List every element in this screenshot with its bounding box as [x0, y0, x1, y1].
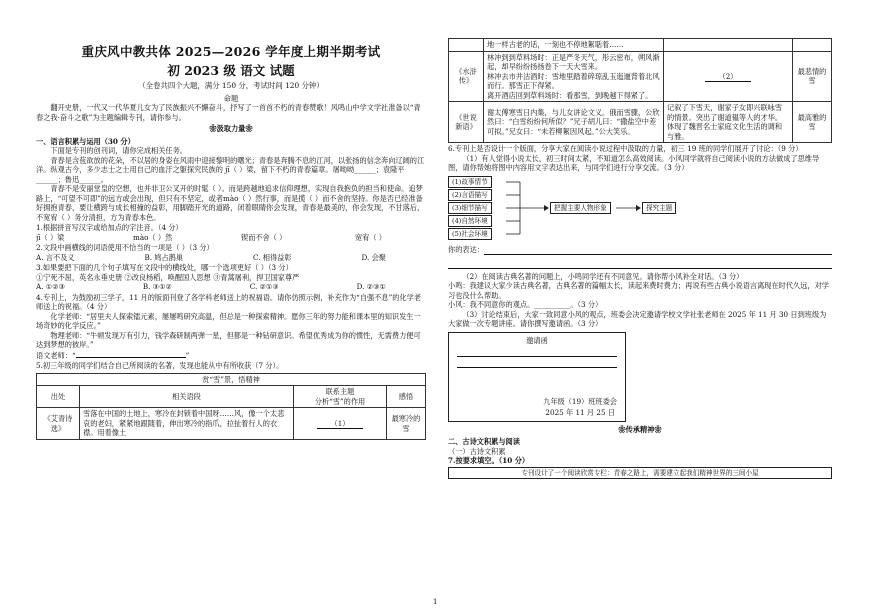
question-7: 7.按要求填空。（10 分）: [448, 456, 530, 465]
q6-sub-1: （1）有人觉得小说太长，初三时间太紧，不知道怎么高效阅读。小风同学就将自己阅读小说的方法做成了思维导图，请你帮她将图中内容用文字表达出来，与同学们进行分享交流。（3 分）: [448, 153, 820, 172]
invitation-sign: 九年级（19）班班委会: [543, 397, 617, 406]
q1-item: 锲而不舍（ ）: [240, 232, 287, 242]
express-blank[interactable]: [484, 245, 832, 255]
mind-map-connectors: [448, 175, 832, 245]
table-cell-source: [449, 39, 484, 52]
question-3: 3.如果要把下面的几个句子填写在文段中的横线处，哪一个选项更好（ ）（3 分）: [36, 263, 293, 273]
question-2: 2.文段中画横线的词语使用不恰当的一项是（ ）（3 分）: [36, 243, 214, 253]
table-cell-answer: 记叙了下雪天，谢家子女即兴联咏雪的情景。突出了谢道韫等人的才华。体现了魏晋名士家庭文化生活的调和与雅。: [664, 102, 793, 143]
part2-heading: 二、古诗文积累与阅读: [448, 437, 520, 446]
part1-heading: 一、语言积累与运用（30 分）: [36, 136, 135, 146]
option: C. ②①③: [249, 282, 279, 292]
mindmap-center: 把握主要人物形象: [550, 202, 611, 215]
dialog-line: 小鸣：我建议大家少读古典名著，古典名著的篇幅太长，读起来费时费力；再说有些古典小说语言离现在时代久远，对学习也没什么帮助。: [448, 281, 829, 300]
q3-options: [36, 282, 426, 292]
q4-example-2: 物理老师：“牛顿发现万有引力，钱学森研制两弹一星，但都是一种钻研意识。希望优秀成为你的惯性，无需费力便可达到梦想的彼岸。”: [36, 330, 421, 350]
table-cell-insight: 最寒冷的雪: [387, 408, 426, 440]
table-cell-text: 谢太傅寒雪日内集，与儿女讲论文义。俄而雪骤，公欣然曰：“白雪纷纷何所似？”兄子胡儿曰：“撒盐空中差可拟。”兄女曰：“未若柳絮因风起。”公大笑乐。: [484, 102, 664, 143]
question-5: 5.初三年级的同学们结合自己所阅读的名著，发现也能从中有所收获（7 分）。: [36, 361, 284, 371]
dialog-line: 小风：我不同意你的观点。__________。（3 分）: [448, 300, 603, 309]
left-column: [36, 0, 426, 614]
express-label: 你的表达：: [448, 245, 484, 254]
mindmap-node: (3)细节描写: [448, 202, 492, 215]
table-cell-insight: 最高雅的雪: [793, 102, 832, 143]
passage-paragraph-2: 青春不是安丽堂皇的空想，也并非卫公叉开的时髦（ ）。而是跨越地追求信仰理想，实现自我抱负的担当和使命。追梦路上，“可望不可即”的远方或会出现，但只有不坚定，或者mào（ ）然行事，而是揽（ ）而不舍的坚持。你是否已经准备好拥抱青春，要让横跨与成长相撞的益彰，用脚踏开光的道路，闭着眼睛你会发现，青春是最美的，你会发现，不甘落后，不宽宥（ ）务分清担，方为青春本色。: [36, 184, 425, 222]
table-header: 感悟: [387, 386, 426, 408]
mindmap-node: (4)自然环境: [448, 215, 492, 228]
option: A. ①②③: [36, 282, 66, 292]
preface-label: 命题: [223, 93, 239, 103]
snow-table: [36, 373, 426, 440]
section-heading-right: ❀传承精神❀: [618, 424, 662, 434]
table-cell-answer: [664, 39, 793, 52]
q1-item: 宽宥（ ）: [354, 232, 386, 242]
invitation-date: 2025 年 11 月 25 日: [545, 408, 615, 417]
table-cell-insight: 最悲情的雪: [793, 51, 832, 102]
table-cell-answer[interactable]: （1）: [294, 408, 387, 440]
exam-info: （全卷共四个大题，满分 150 分，考试时间 120 分钟）: [138, 81, 324, 90]
q1-items: [36, 233, 426, 243]
q2-options: [36, 253, 426, 263]
q7-box: 专刊设计了一个阅读欣赏专栏：青春之路上，需要建立起我们精神世界的三间小屋: [448, 467, 832, 480]
right-column: [448, 0, 832, 614]
mindmap-node: (1)故事情节: [448, 176, 492, 189]
snow-table-continued: [448, 38, 832, 143]
exam-title: 重庆风中教共体 2025—2026 学年度上期半期考试: [81, 44, 381, 59]
invitation-box: [448, 332, 626, 422]
passage-paragraph: 青春是含苞欲放的花朵，不以居的身姿在风雨中迎接黎明的曙光；青春是奔腾不息的江河，以张扬的信念奔向辽阔的江洋。纵观古今，多少志士之士用自己的血汗之躯探究民族的 jī（ ）梁，留下不朽的青春篇章。屠呦呦______；袁隆平______；鲁迅______。: [36, 155, 425, 184]
page-number: 1: [433, 598, 438, 606]
q1-item: jī（ ）梁: [36, 232, 65, 242]
mindmap-node: (2)言语描写: [448, 189, 492, 202]
table-cell-source: 《艾青诗选》: [37, 408, 80, 440]
part1-intro: 下面是专刊的创刊词，请你完成相关任务。: [50, 146, 187, 156]
mindmap-end: 探究主题: [642, 202, 676, 215]
option: D. ②③①: [356, 282, 386, 292]
option: B. 鸠占鹊巢: [144, 252, 184, 262]
q3-sentences: ①宁死不屈，英名永垂史册 ②改良杨稻，唤醒国人思想 ③青蒿屠利，捍卫国家尊严: [36, 272, 300, 282]
table-cell-source: 《水浒传》: [449, 51, 484, 102]
question-6: 6.专刊上是否设计一个版面，分享大家在阅读小说过程中汲取的力量，初三 19 班的同学们展开了讨论：（9 分）: [448, 144, 803, 153]
table-cell-text: 雪落在中国的土地上，寒冷在封锁着中国呀……风，像一个太悲哀的老妇，紧紧地跟随着，伸出寒冷的指爪，拉扯着行人的衣襟。用着像土: [80, 408, 294, 440]
invitation-line[interactable]: [457, 348, 617, 357]
answer-line[interactable]: [448, 255, 832, 269]
invitation-title: 邀请函: [526, 335, 548, 345]
option: C. 相得益彰: [253, 252, 292, 262]
answer-blank[interactable]: [76, 350, 186, 358]
table-cell-source: 《世说新语》: [449, 102, 484, 143]
table-cell-text: 林冲到到草料场时：正是严冬天气，彤云密布，朔风渐起，却早纷纷扬扬卷下一天大雪来。 林冲去市井沽酒时：雪地里踏着碎琼乱玉迤逦背着北风而行。那雪正下得紧。 离开酒店回到草料场时：看那雪，到晚越下得紧了。: [484, 51, 664, 102]
section-heading: ❀汲取力量❀: [209, 124, 253, 134]
option: D. 会聚: [361, 252, 386, 262]
mindmap-node: (5)社会环境: [448, 228, 492, 241]
part2-sub: （一）古诗文积累: [448, 446, 506, 456]
preface-text: 翻开史册，一代又一代华夏儿女为了民族振兴不懈奋斗，抒写了一首首不朽的青春赞歌！风鸣山中学文学社准备以“青春之我·奋斗之歌”为主题编辑专刊，请你参与。: [36, 103, 421, 122]
table-header: 出处: [37, 386, 80, 408]
question-1: 1.根据拼音写汉字或给加点的字注音。（4 分）: [36, 223, 183, 233]
table-header: 相关语段: [80, 386, 294, 408]
q6-sub-3: （3）讨论结束后，大家一致同意小风的观点，班委会决定邀请学校文学社张老师在 2025 年 11 月 30 日到班级为大家做一次专题讲座。请你撰写邀请函。（3 分）: [448, 309, 827, 328]
exam-subtitle: 初 2023 级 语文 试题: [167, 62, 295, 78]
q4-answer-line: 语文老师：“ ”: [36, 350, 190, 360]
table-cell-answer[interactable]: （2）: [664, 51, 793, 102]
table-cell-insight: [793, 39, 832, 52]
question-4: 4.专刊上，为鼓励初三学子，11 月的版面刊登了各学科老师送上的祝福语。请你仿照示例，补充作为“自强不息”的化学老师送上的祝福。（4 分）: [36, 292, 422, 312]
q6-sub-2: （2）在阅读古典名著的问题上，小鸣同学还有不同意见。请你帮小风补全对话。（3 分）: [462, 271, 744, 281]
q1-item: mào（ ）然: [133, 232, 173, 242]
express-line: [448, 245, 832, 255]
option: B. ③①②: [142, 282, 172, 292]
mind-map: [448, 175, 832, 245]
invitation-line[interactable]: [457, 357, 617, 368]
table-cell-text: 地一样古老的话，一刻也不停地絮聒着……: [484, 39, 664, 52]
q4-example-1: 化学老师：“居里夫人探索镭元素，屡屡鸣研究高温，但总是一种探索精神。愿你三年的努力能和课本里的知识发生一场奇妙的化学反应。”: [36, 311, 421, 331]
option: A. 言不及义: [36, 252, 75, 262]
table-header: 联系主题 分析“雪”的作用: [294, 386, 387, 408]
table-caption: 赏“雪”景，悟精神: [37, 373, 426, 386]
